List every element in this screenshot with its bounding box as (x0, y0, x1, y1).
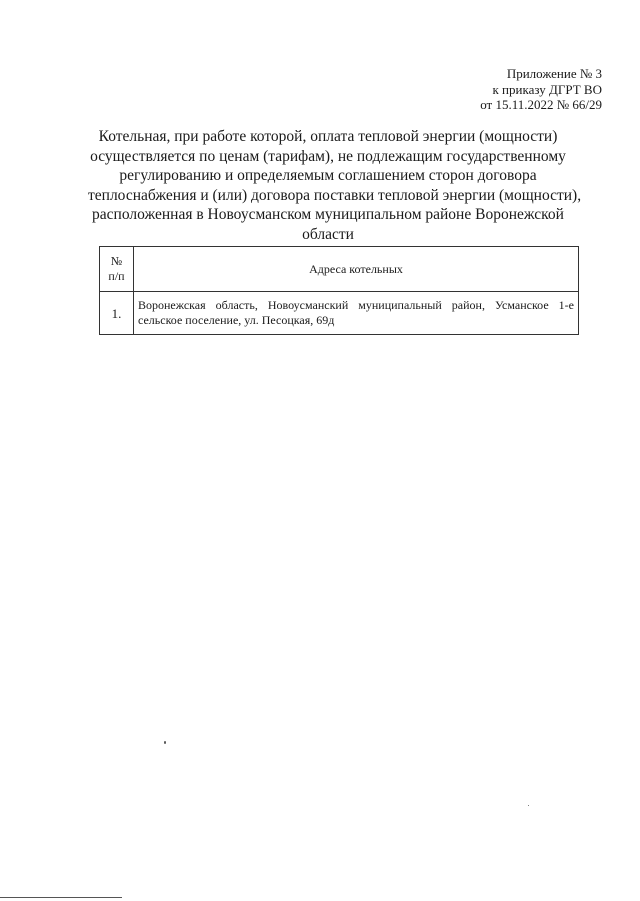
row-address (134, 292, 579, 335)
title-line: Котельная, при работе которой, оплата тепловой энергии (мощности) (98, 128, 558, 145)
order-reference: к приказу ДГРТ ВО (492, 81, 602, 97)
footer-divider (0, 897, 122, 898)
row-number: 1. (100, 292, 134, 335)
header-number-cell (100, 247, 134, 292)
order-date: от 15.11.2022 № 66/29 (480, 97, 602, 112)
boiler-address-table (99, 246, 579, 335)
scan-speck (528, 805, 529, 806)
title-line: области (302, 225, 354, 243)
document-title (88, 127, 582, 244)
title-line: осуществляется по ценам (тарифам), не подлежащим государственному (90, 147, 566, 165)
header-address-cell: Адреса котельных (134, 247, 579, 292)
table-row (100, 292, 579, 335)
address-line: Воронежская область, Новоусманский муниципальный район, Усманское 1-е (138, 298, 574, 312)
number-abbrev: п/п (108, 269, 125, 283)
table-header-row (100, 247, 579, 292)
number-sign: № (110, 254, 123, 268)
appendix-number: Приложение № 3 (506, 66, 602, 81)
address-line: сельское поселение, ул. Песоцкая, 69д (138, 313, 335, 327)
title-line: регулированию и определяемым соглашением сторон договора (119, 167, 537, 184)
title-line: теплоснабжения и (или) договора поставки тепловой энергии (мощности), (88, 186, 582, 204)
scan-speck (164, 741, 166, 744)
title-line: расположенная в Новоусманском муниципальном районе Воронежской (92, 206, 564, 223)
appendix-header (480, 66, 602, 113)
